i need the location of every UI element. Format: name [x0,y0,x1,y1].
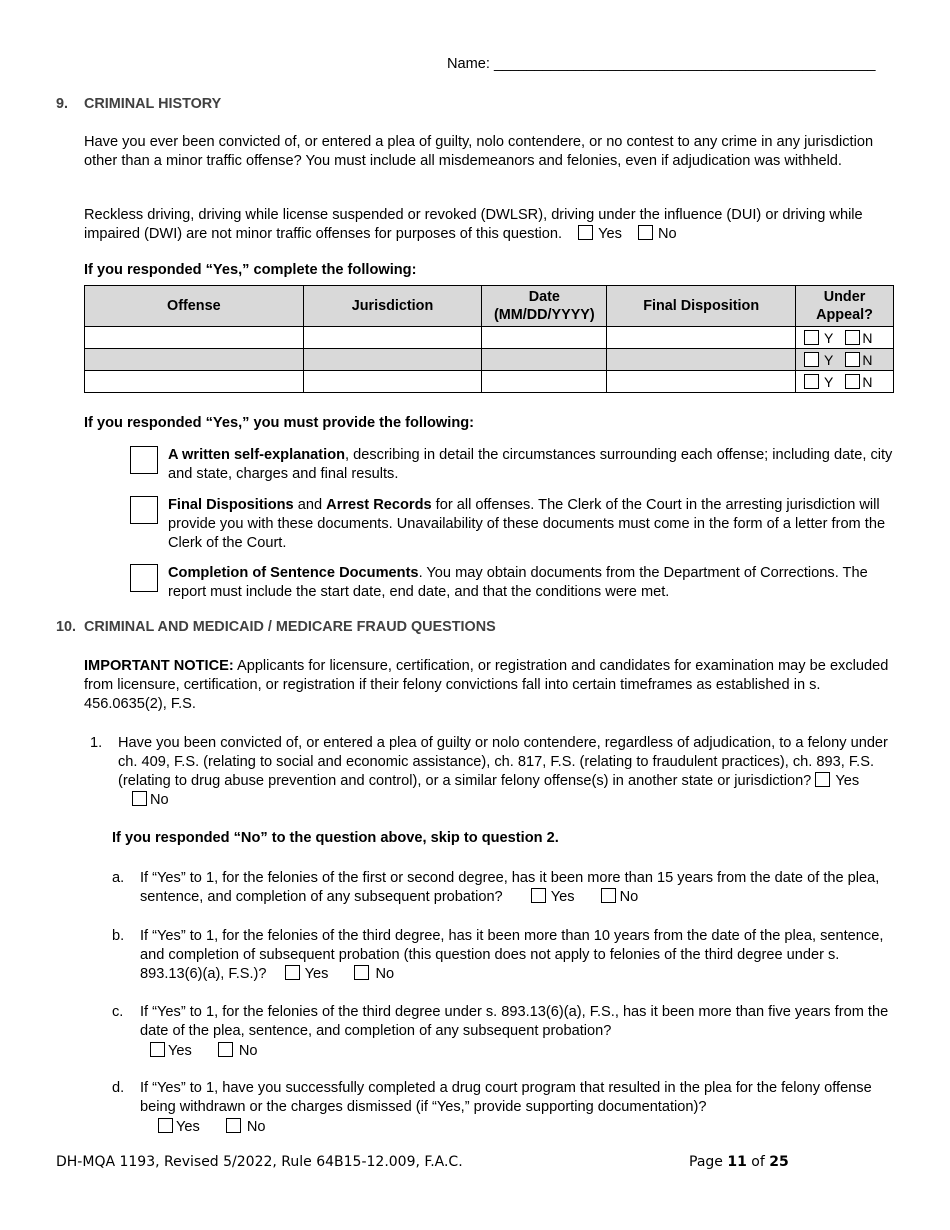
qd-no-checkbox[interactable] [226,1118,241,1133]
appeal-y-checkbox[interactable] [804,330,819,345]
table-row [85,349,894,371]
section-9-paragraph-2 [84,206,899,244]
important-notice: IMPORTANT NOTICE: Applicants for licensure, certification, or registration and candidates for examination may be excluded from licensure, certification, or registration if their felony convictions fall into certain timeframes as established in s. 456.0635(2), F.S. [84,658,889,712]
qc-no-checkbox[interactable] [218,1042,233,1057]
appeal-cell: Y N [796,327,894,349]
document-item: A written self-explanation, describing in detail the circumstances surrounding each offense; including date, city and state, charges and final results. [168,447,893,482]
sub-question-a: If “Yes” to 1, for the felonies of the first or second degree, has it been more than 15 years from the date of the plea, sentence, and completion of any subsequent probation? Yes No [140,870,880,905]
disposition-cell[interactable] [607,371,796,393]
jurisdiction-cell[interactable] [303,371,482,393]
header-date: Date (MM/DD/YYYY) [482,286,607,327]
appeal-cell: Y N [796,349,894,371]
appeal-y-checkbox[interactable] [804,352,819,367]
qc-yes-option[interactable]: Yes [150,1043,192,1059]
q1-no-checkbox[interactable] [132,791,147,806]
section-9-paragraph-1: Have you ever been convicted of, or entered a plea of guilty, nolo contendere, or no contest to any crime in any jurisdiction other than a minor traffic offense? You must include all misdemeanors and felonies, even if adjudication was withheld. [84,134,874,169]
header-under-appeal: Under Appeal? [796,286,894,327]
appeal-n-checkbox[interactable] [845,330,860,345]
section-9-no-checkbox[interactable] [638,225,653,240]
section-10-title: CRIMINAL AND MEDICAID / MEDICARE FRAUD QUESTIONS [84,619,496,635]
document-checkbox[interactable] [130,496,158,524]
question-1-text: Have you been convicted of, or entered a plea of guilty or nolo contendere, regardless of adjudication, to a felony under ch. 409, F.S. (relating to social and economic assistance), ch. 817, F.S. (relating to fraudulent practices), ch. 893, F.S. (relating to drug abuse prevention and control), or a similar felony offense(s) in another state or jurisdiction? [118,735,888,789]
question-1-number: 1. [90,735,103,751]
name-label: Name: [447,56,490,72]
qc-yes-no [150,1042,258,1059]
appeal-n-checkbox[interactable] [845,374,860,389]
jurisdiction-cell[interactable] [303,327,482,349]
provide-intro: If you responded “Yes,” you must provide the following: [84,415,475,431]
document-checkbox[interactable] [130,446,158,474]
question-1 [118,734,898,810]
sub-question-c-letter: c. [112,1004,124,1020]
name-line [447,56,876,72]
qd-no-option[interactable]: No [226,1119,266,1135]
disposition-cell[interactable] [607,327,796,349]
disposition-cell[interactable] [607,349,796,371]
appeal-y-checkbox[interactable] [804,374,819,389]
date-cell[interactable] [482,349,607,371]
document-checkbox[interactable] [130,564,158,592]
table-intro: If you responded “Yes,” complete the following: [84,262,417,278]
qa-no-checkbox[interactable] [601,888,616,903]
header-jurisdiction: Jurisdiction [303,286,482,327]
jurisdiction-cell[interactable] [303,349,482,371]
qd-yes-no [158,1118,266,1135]
skip-note: If you responded “No” to the question above, skip to question 2. [112,830,559,846]
qa-yes-option[interactable]: Yes [531,889,575,905]
qb-no-option[interactable]: No [354,966,394,982]
document-item: Completion of Sentence Documents. You may obtain documents from the Department of Corrections. The report must include the start date, end date, and that the conditions were met. [168,565,868,600]
qb-yes-option[interactable]: Yes [285,966,329,982]
header-offense: Offense [85,286,304,327]
section-10-number: 10. [56,619,77,635]
sub-question-a-letter: a. [112,870,125,886]
qa-no-option[interactable]: No [601,889,639,905]
date-cell[interactable] [482,327,607,349]
offense-cell[interactable] [85,349,304,371]
qc-no-option[interactable]: No [218,1043,258,1059]
table-row [85,371,894,393]
qa-yes-checkbox[interactable] [531,888,546,903]
sub-question-b-letter: b. [112,928,125,944]
section-9-title: CRIMINAL HISTORY [84,96,222,112]
q1-yes-option[interactable]: Yes [815,773,859,789]
sub-question-c: If “Yes” to 1, for the felonies of the third degree under s. 893.13(6)(a), F.S., has it been more than five years from the date of the plea, sentence, and completion of any subsequent probation? [140,1004,889,1039]
offense-cell[interactable] [85,371,304,393]
offense-table-header [85,286,894,327]
sub-question-d: If “Yes” to 1, have you successfully completed a drug court program that resulted in the plea for the felony offense being withdrawn or the charges dismissed (if “Yes,” provide supporting documentation)? [140,1080,872,1115]
form-id: DH-MQA 1193, Revised 5/2022, Rule 64B15-12.009, F.A.C. [56,1154,463,1170]
qd-yes-checkbox[interactable] [158,1118,173,1133]
section-9-yes-checkbox[interactable] [578,225,593,240]
offense-table [84,285,894,393]
section-9-number: 9. [56,96,69,112]
page-number: Page 11 of 25 [689,1154,789,1170]
appeal-cell: Y N [796,371,894,393]
section-9-paragraph-2-text: Reckless driving, driving while license suspended or revoked (DWLSR), driving under the influence (DUI) or driving while impaired (DWI) are not minor traffic offenses for purposes of this question. [84,207,863,242]
appeal-n-checkbox[interactable] [845,352,860,367]
q1-no-option[interactable]: No [132,792,169,808]
sub-question-b: If “Yes” to 1, for the felonies of the third degree, has it been more than 10 years from the date of the plea, sentence, and completion of subsequent probation (this question does not apply to felonies of the third degree under s. 893.13(6)(a), F.S.)? Yes No [140,928,884,982]
offense-cell[interactable] [85,327,304,349]
name-input[interactable]: _______________________________________________ [494,56,876,72]
date-cell[interactable] [482,371,607,393]
header-final-disposition: Final Disposition [607,286,796,327]
table-row [85,327,894,349]
document-item: Final Dispositions and Arrest Records for all offenses. The Clerk of the Court in the arresting jurisdiction will provide you with these documents. Unavailability of these documents must come in the form of a letter from the Clerk of the Court. [168,497,886,551]
qd-yes-option[interactable]: Yes [158,1119,200,1135]
sub-question-d-letter: d. [112,1080,125,1096]
section-9-no-option[interactable]: No [638,226,677,242]
q1-yes-checkbox[interactable] [815,772,830,787]
qc-yes-checkbox[interactable] [150,1042,165,1057]
qb-no-checkbox[interactable] [354,965,369,980]
qb-yes-checkbox[interactable] [285,965,300,980]
section-9-yes-option[interactable]: Yes [578,226,622,242]
